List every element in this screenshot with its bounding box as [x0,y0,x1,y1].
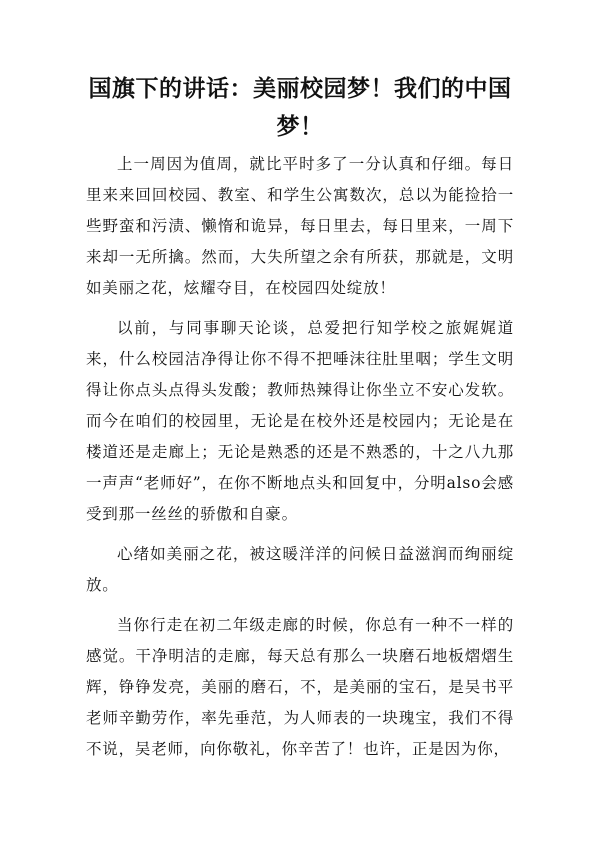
paragraph-3: 心绪如美丽之花，被这暖洋洋的问候日益滋润而绚丽绽放。 [86,545,514,594]
paragraph-4: 当你行走在初二年级走廊的时候，你总有一种不一样的感觉。干净明洁的走廊，每天总有那么一块磨石地板熠熠生辉，铮铮发亮，美丽的磨石，不，是美丽的宝石，是吴书平老师辛勤劳作，率先垂范，为人师表的一块瑰宝，我们不得不说，吴老师，向你敬礼，你辛苦了！也许，正是因为你， [86,616,514,758]
paragraph-1: 上一周因为值周，就比平时多了一分认真和仔细。每日里来来回回校园、教室、和学生公寓数次，总以为能捡拾一些野蛮和污渍、懒惰和诡异，每日里去，每日里来，一周下来却一无所擒。然而，大失所望之余有所获，那就是，文明如美丽之花，炫耀夺目，在校园四处绽放！ [86,155,514,297]
document-title: 国旗下的讲话：美丽校园梦！我们的中国梦！ [88,76,512,140]
paragraph-2: 以前，与同事聊天论谈，总爱把行知学校之旅娓娓道来，什么校园洁净得让你不得不把唾沫往肚里咽；学生文明得让你点头点得头发酸；教师热辣得让你坐立不安心发软。而今在咱们的校园里，无论是在校外还是校园内；无论是在楼道还是走廊上；无论是熟悉的还是不熟悉的，十之八九那一声声“老师好”，在你不断地点头和回复中，分明also会感受到那一丝丝的骄傲和自豪。 [86,319,514,523]
document-body [86,149,514,765]
